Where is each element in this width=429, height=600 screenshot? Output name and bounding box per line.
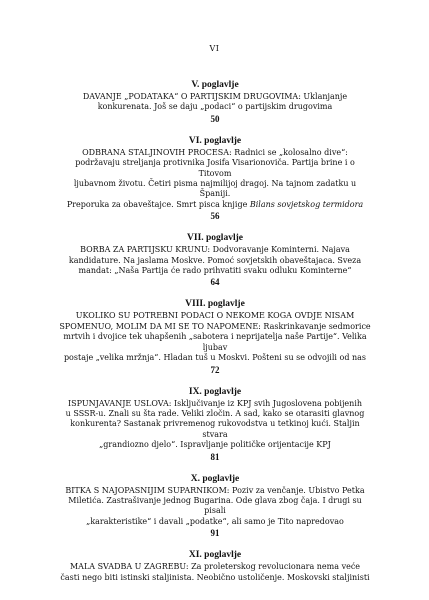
toc-entry-chapter-9: [58, 387, 372, 463]
summary-line: DAVANJE „PODATAKA“ O PARTIJSKIM DRUGOVIMA: Uklanjanje: [82, 92, 348, 101]
page-number: 91: [210, 528, 220, 539]
book-title: Bilans sovjetskog termidora: [249, 199, 364, 209]
summary-line: mrtvih i dvojice tek uhapšenih „sabotera i neprijatelja naše Partije“. Velika ljubav: [63, 332, 367, 352]
table-of-contents: [58, 80, 372, 594]
summary-line: MALA SVADBA U ZAGREBU: Za proleterskog revolucionara nema veće: [69, 562, 361, 572]
toc-entry-chapter-11: [58, 550, 372, 583]
chapter-heading: VII. poglavlje: [187, 233, 243, 244]
summary-line: BITKA S NAJOPASNIJIM SUPARNIKOM: Poziv za venčanje. Ubistvo Petka: [65, 485, 365, 495]
summary-line: postaje „velika mržnja“. Hladan tuš u Moskvi. Pošteni su se odvojili od nas: [63, 353, 367, 363]
summary-line: ISPUNJAVANJE USLOVA: Isključivanje iz KPJ svih Jugoslovena pobijenih: [67, 398, 363, 408]
page-number: 56: [210, 211, 220, 222]
chapter-heading: X. poglavlje: [190, 473, 240, 484]
toc-entry-chapter-5: [58, 80, 372, 125]
toc-entry-chapter-10: [58, 474, 372, 540]
chapter-heading: VI. poglavlje: [188, 135, 242, 146]
chapter-heading: XI. poglavlje: [188, 550, 242, 561]
summary-line: časti nego biti istinski staljinista. Neobično ustoličenje. Moskovski staljinisti: [60, 572, 370, 582]
summary-line: BORBA ZA PARTIJSKU KRUNU: Dodvoravanje Kominterni. Najava: [80, 245, 350, 255]
toc-entry-chapter-6: [58, 136, 372, 222]
page-number: 81: [210, 451, 220, 462]
chapter-summary: [58, 311, 372, 363]
summary-line: konkurenata. Još se daju „podaci“ o partijskim drugovima: [97, 102, 333, 112]
summary-line: SPOMENUO, MOLIM DA MI SE TO NAPOMENE: Raskrinkavanje sedmorice: [59, 321, 371, 331]
page-folio: VI: [209, 44, 220, 53]
toc-entry-chapter-8: [58, 299, 372, 375]
page-number: 50: [210, 113, 220, 124]
summary-line: konkurenta? Sastanak privremenog rukovodstva u tetkinoj kući. Staljin stvara: [70, 419, 360, 439]
chapter-summary: [58, 92, 372, 113]
chapter-heading: VIII. poglavlje: [185, 299, 245, 310]
chapter-summary: [58, 486, 372, 528]
summary-line: „karakteristike“ i davali „podatke“, ali samo je Tito napredovao: [86, 516, 344, 526]
summary-line: [58, 200, 372, 210]
summary-line: ljubavnom životu. Četiri pisma najmilijoj dragoj. Na tajnom zadatku u Španiji.: [73, 179, 357, 199]
toc-entry-chapter-7: [58, 233, 372, 288]
summary-line: podržavaju streljanja protivnika Josifa Visarionoviča. Partija brine i o Titovom: [75, 158, 355, 178]
summary-line: u SSSR-u. Znali su šta rade. Veliki zločin. A sad, kako se otarasiti glavnog: [65, 408, 365, 418]
summary-line: UKOLIKO SU POTREBNI PODACI O NEKOME KOGA OVDJE NISAM: [75, 311, 355, 321]
chapter-summary: [58, 562, 372, 583]
chapter-summary: [58, 245, 372, 276]
summary-line: kandidature. Na jaslama Moskve. Pomoć sovjetskih obaveštajaca. Sveza: [68, 255, 362, 265]
chapter-heading: IX. poglavlje: [188, 386, 242, 397]
summary-line-text: Preporuka za obaveštajce. Smrt pisca knjige: [66, 199, 248, 209]
chapter-heading: V. poglavlje: [191, 80, 239, 90]
chapter-summary: [58, 148, 372, 210]
summary-line: „grandiozno djelo“. Ispravljanje političke orijentacije KPJ: [99, 440, 331, 450]
page-number: 72: [210, 364, 220, 375]
summary-line: ODBRANA STALJINOVIH PROCESA: Radnici se „kolosalno dive“:: [82, 147, 348, 157]
summary-line: Miletića. Zastrašivanje jednog Bugarina. Ode glava zbog čaja. I drugi su pisali: [68, 495, 362, 516]
chapter-summary: [58, 399, 372, 451]
page-number: 64: [210, 277, 220, 288]
summary-line: mandat: „Naša Partija će rado prihvatiti svaku odluku Kominterne“: [78, 266, 352, 276]
